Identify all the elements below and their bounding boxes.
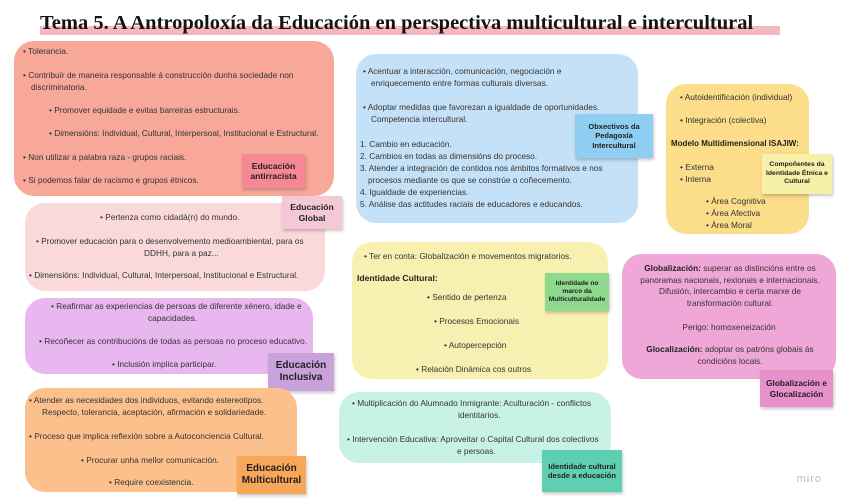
antirracista-item: • Dimensións: Individual, Cultural, Interpersoal, Institucional e Estructural. bbox=[49, 128, 319, 138]
page-title: Tema 5. A Antropoloxía da Educación en perspectiva multicultural e intercultural bbox=[40, 10, 780, 36]
perigo-text: Perigo: homoxeneización bbox=[682, 322, 776, 332]
isajiw-item: • Autoidentificación (individual) bbox=[680, 92, 793, 102]
isajiw-item: • Externa bbox=[680, 162, 714, 172]
sticky-pedagoxia[interactable]: Obxectivos da Pedagoxía Intercultural bbox=[575, 114, 653, 158]
antirracista-item: • Si podemos falar de racismo e grupos étnicos. bbox=[23, 175, 199, 185]
pedagoxia-item: 5. Análise das actitudes raciais de educadores e educandos. bbox=[360, 199, 583, 209]
glocalizacion-definition: Glocalización: adoptar os patróns globais ás condicións locais. bbox=[646, 344, 814, 366]
identidade-cultural-heading: Identidade Cultural: bbox=[357, 273, 438, 283]
miro-watermark: miro bbox=[796, 473, 822, 485]
pedagoxia-item: 1. Cambio en educación. bbox=[360, 139, 452, 149]
antirracista-item: • Contribuír de maneira responsable á construcción dunha sociedade non bbox=[23, 70, 294, 80]
isajiw-item: • Área Afectiva bbox=[706, 208, 761, 218]
antirracista-item: • Promover equidade e evitas barreiras estructurais. bbox=[49, 105, 241, 115]
globalizacion-definition: Globalización: superar as distincións entre os panoramas nacionais, rexionais e internacionais. Difusión, intercambio e certa marxe de transformación cultural. bbox=[640, 263, 820, 308]
global-item: DDHH, para a paz... bbox=[144, 248, 219, 258]
identidade-multi-item: • Ter en conta: Globalización e movementos migratorios. bbox=[364, 251, 572, 261]
antirracista-item: • Non utilizar a palabra raza - grupos raciais. bbox=[23, 152, 187, 162]
pedagoxia-item: 4. Igualdade de experiencias. bbox=[360, 187, 469, 197]
multicultural-item: • Atender as necesidades dos individuos, evitando estereotipos. bbox=[29, 395, 264, 405]
isajiw-model-heading: Modelo Multidimensional ISAJIW: bbox=[671, 139, 799, 148]
pedagoxia-item: enriquecemento entre formas culturais diversas. bbox=[371, 78, 549, 88]
card-global[interactable] bbox=[25, 203, 325, 291]
global-item: • Pertenza como cidadá(n) do mundo. bbox=[100, 212, 240, 222]
identidade-multi-item: • Autopercepción bbox=[444, 340, 507, 350]
desde-educacion-item: e persoas. bbox=[457, 446, 496, 456]
sticky-multicultural[interactable]: Educación Multicultural bbox=[237, 456, 306, 494]
isajiw-item: • Área Cognitiva bbox=[706, 196, 766, 206]
global-item: • Dimensións: Individual, Cultural, Interpersoal, Institucional e Estructural. bbox=[29, 270, 299, 280]
multicultural-item: • Require coexistencia. bbox=[109, 477, 194, 487]
sticky-global[interactable]: Educación Global bbox=[282, 196, 342, 229]
pedagoxia-item: • Acentuar a interacción, comunicación, negociación e bbox=[363, 66, 562, 76]
identidade-multi-item: • Procesos Emocionais bbox=[434, 316, 519, 326]
pedagoxia-item: 3. Atender a integración de contidos nos ámbitos formativos e nos bbox=[360, 163, 603, 173]
inclusiva-item: • Inclusión implica participar. bbox=[112, 359, 217, 369]
antirracista-item: discriminatoria. bbox=[31, 82, 87, 92]
desde-educacion-item: • Intervención Educativa: Aproveitar o Capital Cultural dos colectivos bbox=[347, 434, 599, 444]
pedagoxia-item: 2. Cambios en todas as dimensións do proceso. bbox=[360, 151, 538, 161]
identidade-multi-item: • Sentido de pertenza bbox=[427, 292, 507, 302]
sticky-desde-educacion[interactable]: Identidade cultural desde a educación bbox=[542, 450, 622, 492]
sticky-inclusiva[interactable]: Educación Inclusiva bbox=[268, 353, 334, 391]
multicultural-item: Respecto, tolerancia, aceptación, afirmación e solidariedade. bbox=[42, 407, 267, 417]
sticky-antirracista[interactable]: Educación antirracista bbox=[242, 154, 305, 188]
sticky-globalizacion[interactable]: Globalización e Glocalización bbox=[760, 370, 833, 407]
pedagoxia-item: Competencia intercultural. bbox=[371, 114, 468, 124]
antirracista-item: • Tolerancia. bbox=[23, 46, 69, 56]
isajiw-item: • Área Moral bbox=[706, 220, 752, 230]
pedagoxia-item: procesos mediante os que se constrúe o coñecemento. bbox=[368, 175, 572, 185]
multicultural-item: • Proceso que implica reflexión sobre a Autoconciencia Cultural. bbox=[29, 431, 264, 441]
identidade-multi-item: • Relación Dinámica cos outros bbox=[416, 364, 531, 374]
inclusiva-item: • Recoñecer as contribucións de todas as persoas no proceso educativo. bbox=[39, 336, 308, 346]
isajiw-item: • Interna bbox=[680, 174, 712, 184]
sticky-isajiw[interactable]: Compoñentes da Identidade Étnica e Cultural bbox=[762, 154, 832, 194]
inclusiva-item: capacidades. bbox=[148, 313, 197, 323]
desde-educacion-item: • Multiplicación do Alumnado Inmigrante: Aculturación - conflictos bbox=[352, 398, 592, 408]
pedagoxia-item: • Adoptar medidas que favorezan a igualdade de oportunidades. bbox=[363, 102, 600, 112]
card-globalizacion[interactable] bbox=[622, 254, 836, 379]
desde-educacion-item: identitarios. bbox=[458, 410, 501, 420]
sticky-identidade-multi[interactable]: Identidade no marco da Multiculturalidade bbox=[545, 273, 609, 311]
global-item: • Promover educación para o desenvolvemento medioambiental, para os bbox=[36, 236, 304, 246]
isajiw-item: • Integración (colectiva) bbox=[680, 115, 767, 125]
inclusiva-item: • Reafirmar as experiencias de persoas de diferente xénero, idade e bbox=[51, 301, 302, 311]
multicultural-item: • Procurar unha mellor comunicación. bbox=[81, 455, 220, 465]
